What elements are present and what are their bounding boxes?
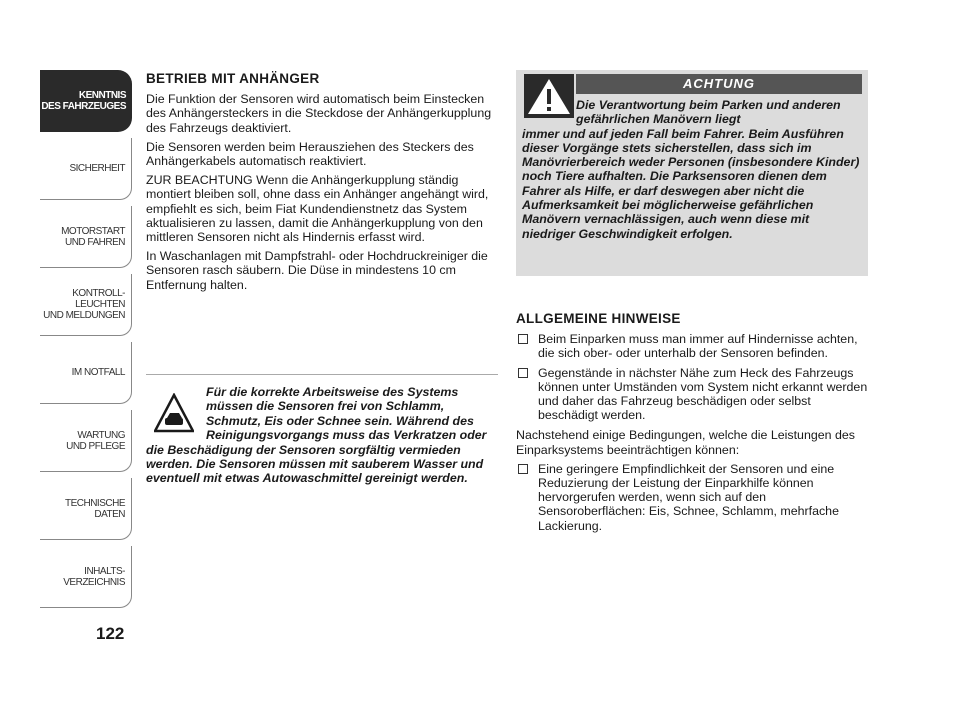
tab-technische-daten[interactable]: TECHNISCHE DATEN <box>40 478 132 540</box>
tab-wartung[interactable]: WARTUNG UND PFLEGE <box>40 410 132 472</box>
bullet-list <box>516 462 868 533</box>
section-heading-hinweise: ALLGEMEINE HINWEISE <box>516 311 681 326</box>
warning-rest: immer und auf jeden Fall beim Fahrer. Beim Ausführen dieser Vorgänge stets sicherstellen, dass sich im Manövrierbereich weder Personen (insbesondere Kinder) noch Tiere aufhalten. Die Parksensoren dienen dem Fahrer als Hilfe, er darf deswegen aber nicht die Aufmerksamkeit bei möglicherweise gefährlichen Manövern vernachlässigen, auch wenn diese mit niedriger Geschwindigkeit erfolgen. <box>522 126 860 241</box>
tab-kenntnis[interactable]: KENNTNIS DES FAHRZEUGES <box>40 70 132 132</box>
warning-box <box>516 70 868 276</box>
list-item: Gegenstände in nächster Nähe zum Heck des Fahrzeugs können unter Umständen vom System nicht erkannt werden und daher das Fahrzeug beschädigen oder selbst beschädigt werden. <box>516 366 868 423</box>
paragraph: Die Funktion der Sensoren wird automatisch beim Einstecken des Anhängersteckers in die Steckdose der Anhängerkupplung des Fahrzeugs deaktiviert. <box>146 92 492 135</box>
chapter-tabs <box>40 70 132 614</box>
car-warning-icon <box>154 393 194 433</box>
tab-sicherheit[interactable]: SICHERHEIT <box>40 138 132 200</box>
tab-motorstart[interactable]: MOTORSTART UND FAHREN <box>40 206 132 268</box>
tab-notfall[interactable]: IM NOTFALL <box>40 342 132 404</box>
list-item: Eine geringere Empfindlichkeit der Sensoren und eine Reduzierung der Leistung der Einparkhilfe können hervorgerufen werden, wenn sich auf den Sensoroberflächen: Eis, Schnee, Schlamm, mehrfache Lackierung. <box>516 462 868 533</box>
warning-lead: Die Verantwortung beim Parken und anderen gefährlichen Manövern liegt <box>576 98 841 127</box>
right-column <box>516 312 868 539</box>
warning-title: ACHTUNG <box>576 74 862 94</box>
section-heading-anhaenger: BETRIEB MIT ANHÄNGER <box>146 71 320 86</box>
care-note-text: Für die korrekte Arbeitsweise des Systems müssen die Sensoren frei von Schlamm, Schmutz, Eis oder Schnee sein. Während des Reinigungsvorgangs muss das Verkratzen oder die Beschädigung der Sensoren sorgfältig vermieden werden. Die Sensoren müssen mit sauberem Wasser und eventuell mit etwas Autowaschmittel gereinigt werden. <box>146 385 487 486</box>
paragraph: In Waschanlagen mit Dampfstrahl- oder Hochdruckreiniger die Sensoren rasch säubern. Die Düse in mindestens 10 cm Entfernung halten. <box>146 249 488 292</box>
care-note <box>146 374 498 486</box>
warning-text <box>522 98 860 241</box>
page-number: 122 <box>96 624 125 643</box>
paragraph: Nachstehend einige Bedingungen, welche die Leistungen des Einparksystems beeinträchtigen können: <box>516 428 855 457</box>
list-item: Beim Einparken muss man immer auf Hindernisse achten, die sich ober- oder unterhalb der Sensoren befinden. <box>516 332 868 360</box>
paragraph: Die Sensoren werden beim Herausziehen des Steckers des Anhängerkabels automatisch reaktiviert. <box>146 139 474 169</box>
tab-inhaltsverzeichnis[interactable]: INHALTS- VERZEICHNIS <box>40 546 132 608</box>
paragraph: ZUR BEACHTUNG Wenn die Anhängerkupplung ständig montiert bleiben soll, ohne dass ein Anhänger angehängt wird, empfiehlt es sich, beim Fiat Kundendienstnetz das System aktualisieren zu lassen, damit die Anhängerkupplung von den mittleren Sensoren nicht als Hindernis erfasst wird. <box>146 173 489 245</box>
left-column <box>146 72 498 297</box>
tab-kontrollleuchten[interactable]: KONTROLL- LEUCHTEN UND MELDUNGEN <box>40 274 132 336</box>
bullet-list <box>516 332 868 422</box>
